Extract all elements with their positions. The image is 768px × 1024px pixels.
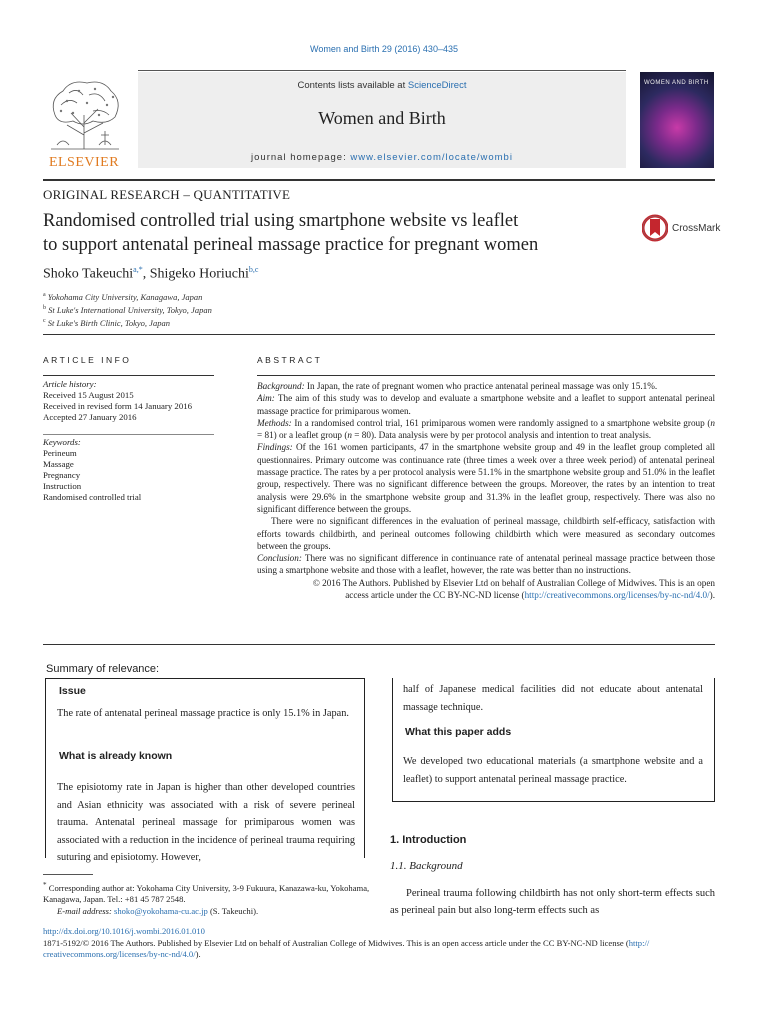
license-link-bottom[interactable]: http:// [628,937,650,948]
intro-subheading: 1.1. Background [390,860,463,872]
adds-heading: What this paper adds [405,726,512,738]
cover-title: WOMEN AND BIRTH [644,80,709,86]
journal-cover-image[interactable] [640,72,714,168]
abstract-methods: Methods: In a randomised control trial, 161 primiparous women were randomly assigned to a smartphone website group (n = 81) or a leaflet group (n = 80). Data analysis were by per protocol analysis and intention to treat analysis. [257,417,715,441]
crossmark-label: CrossMark [672,222,721,234]
affiliation: $^c$ St Luke's Birth Clinic, Tokyo, Japan [43,317,170,328]
footnote [43,880,373,917]
abstract-divider [43,644,715,645]
license-link-bottom-cont[interactable]: creativecommons.org/licenses/by-nc-nd/4.0/ [43,949,196,959]
article-section: ORIGINAL RESEARCH – QUANTITATIVE [43,187,291,202]
history-item: Accepted 27 January 2016 [43,412,137,422]
crossmark-badge[interactable] [642,214,720,242]
keyword: Pregnancy [43,470,81,480]
keyword: Massage [43,459,74,469]
affiliation: $^b$ St Luke's International University, Tokyo, Japan [43,304,212,315]
affiliation: $^a$ Yokohama City University, Kanagawa, Japan [43,291,203,302]
masthead [43,70,715,172]
publication-info [43,926,715,961]
abstract-aim: Aim: The aim of this study was to develop and evaluate a smartphone website and a leaflet to support antenatal perineal massage practice for primiparous women. [257,393,715,416]
article-info-heading: ARTICLE INFO [43,355,132,365]
crossmark-icon [642,214,668,242]
keyword: Instruction [43,481,82,491]
issn-license-cont: creativecommons.org/licenses/by-nc-nd/4.0/). [43,949,201,959]
sciencedirect-link[interactable]: ScienceDirect [407,80,467,91]
summary-label: Summary of relevance: [46,663,160,675]
header-divider [43,334,715,335]
keyword: Perineum [43,448,77,458]
abstract-findings: Findings: Of the 161 women participants, 47 in the smartphone website group and 49 in the leaflet group completed all questionnaires. Primary outcome was continuance rate (three times a week over a three week period) of antenatal perineal massage practice. The rates by a per protocol analysis were 51.1% in the smartphone website group and 51.0% in the leaflet group, respectively. There was no significant difference between the groups. Moreover, the rates by an intention to treat analysis were 29.6% in the smartphone website group and 31.3% in the leaflet group, respectively. There was also no significant difference between the groups. [257,442,715,514]
email-link[interactable]: shoko@yokohama-cu.ac.jp [113,905,208,916]
journal-homepage [138,152,626,163]
issue-text: The rate of antenatal perineal massage practice is only 15.1% in Japan. [57,708,349,719]
affiliations [43,290,212,328]
title-line-1: Randomised controlled trial using smartphone website vs leaflet [43,211,519,231]
elsevier-logo[interactable] [43,75,125,170]
license-link[interactable]: http://creativecommons.org/licenses/by-nc-nd/4.0/ [524,590,710,601]
masthead-top-line [138,70,626,71]
author-affil-marker[interactable]: b,c [248,265,259,274]
history-item: Received in revised form 14 January 2016 [43,401,193,411]
abstract-license: access article under the CC BY-NC-ND license (http://creativecommons.org/licenses/by-nc-nd/4.0/). [345,590,715,601]
abstract-body [257,380,715,601]
contents-lists [138,80,626,91]
elsevier-tree-icon [43,75,125,153]
article-info-rule [43,375,214,376]
keywords-rule [43,434,214,435]
doi-link[interactable]: http://dx.doi.org/10.1016/j.wombi.2016.01.010 [43,926,205,936]
masthead-box [138,72,626,168]
contents-prefix: Contents lists available at [297,80,408,91]
author-separator: , [142,266,150,282]
title-line-2: to support antenatal perineal massage practice for pregnant women [43,235,539,255]
issn-license: 1871-5192/© 2016 The Authors. Published by Elsevier Ltd on behalf of Australian College of Midwives. This is an open access article under the CC BY-NC-ND license (http:// [43,937,650,948]
intro-heading: 1. Introduction [390,834,467,846]
abstract-heading: ABSTRACT [257,355,323,365]
abstract-copyright: © 2016 The Authors. Published by Elsevier Ltd on behalf of Australian College of Midwives. This is an open [312,577,715,588]
abstract-conclusion: Conclusion: There was no significant difference in continuance rate of antenatal perineal massage practice between those using a smartphone website and those with a leaflet, however, the rate was better than no instructions. [257,553,715,576]
elsevier-wordmark: ELSEVIER [48,155,120,170]
homepage-prefix: journal homepage: [251,152,351,163]
abstract-rule [257,375,715,376]
history-item: Received 15 August 2015 [43,390,134,400]
article-title [43,209,633,257]
author-name[interactable]: Shoko Takeuchi [43,266,134,282]
intro-paragraph: Perineal trauma following childbirth has not only short-term effects such as perineal pain but also long-term effects such as [390,888,715,916]
author-email: E-mail address: shoko@yokohama-cu.ac.jp (S. Takeuchi). [57,905,259,916]
abstract-findings-2: There were no significant differences in the evaluation of perineal massage, childbirth self-efficacy, satisfaction with efforts towards childbirth, and perineal outcomes following childbirth which were measured as secondary outcomes between the groups. [257,516,715,551]
issue-heading: Issue [59,685,86,697]
keywords [43,437,214,503]
masthead-rule [43,179,715,181]
history-label: Article history: [43,379,97,389]
known-text-continued: half of Japanese medical facilities did not educate about antenatal massage technique. [403,684,703,713]
keyword: Randomised controlled trial [43,492,142,502]
author-list [43,265,258,283]
keywords-label: Keywords: [43,437,81,447]
journal-reference[interactable]: Women and Birth 29 (2016) 430–435 [310,44,458,54]
known-text: The episiotomy rate in Japan is higher than other developed countries and Asian ethnicity was associated with a risk of severe perineal trauma. Antenatal perineal massage for primiparous women was associated with a reduction in the incidence of perineal trauma requiring suturing and episiotomy. However, [57,782,355,863]
adds-text: We developed two educational materials (a smartphone website and a leaflet) to support antenatal perineal massage practice. [403,756,703,785]
author-name[interactable]: Shigeko Horiuchi [149,266,249,282]
journal-title: Women and Birth [318,108,446,128]
footnote-rule [43,874,93,875]
corresponding-author: * Corresponding author at: Yokohama City University, 3-9 Fukuura, Kanazawa-ku, Yokohama, Kanagawa, Japan. Tel.: +81 45 787 2548. [43,881,370,905]
author-affil-marker[interactable]: a,* [133,265,143,274]
homepage-link[interactable]: www.elsevier.com/locate/wombi [350,152,513,163]
known-heading: What is already known [59,750,173,762]
article-history [43,379,214,423]
abstract-background: Background: In Japan, the rate of pregnant women who practice antenatal perineal massage was only 15.1%. [257,381,658,391]
